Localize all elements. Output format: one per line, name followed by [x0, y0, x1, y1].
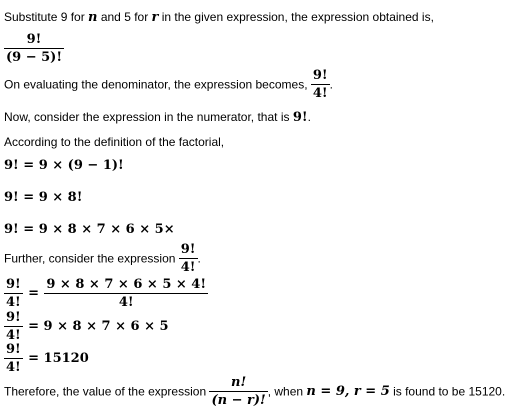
- text-segment: .: [197, 251, 201, 266]
- fraction: [4, 277, 23, 310]
- factorial-definition-sentence: [4, 135, 224, 149]
- text-segment: in the given expression, the expression obtained is,: [158, 10, 434, 24]
- text-segment: Further, consider the expression: [4, 251, 179, 266]
- numerator-sentence: [4, 110, 311, 125]
- fraction-numerator: 9!: [6, 310, 21, 325]
- fraction-substituted: [4, 32, 64, 65]
- text-segment: .: [329, 77, 333, 92]
- fraction-denominator: (9 − 5)!: [6, 50, 63, 65]
- denominator-sentence: [4, 68, 333, 101]
- math-expression: 9!: [292, 110, 308, 125]
- math-expression: n = 9, r = 5: [306, 384, 390, 399]
- fraction: [44, 277, 208, 310]
- fraction-denominator: 4!: [118, 295, 134, 310]
- fraction-denominator: 4!: [6, 328, 21, 343]
- text-segment: According to the definition of the factorial,: [4, 135, 225, 149]
- equation-step-2: 9! = 9 × 8!: [4, 190, 83, 205]
- fraction: [179, 242, 198, 275]
- fraction-numerator: 9!: [26, 32, 42, 47]
- equals-sign: =: [28, 286, 40, 301]
- fraction-numerator: n!: [231, 375, 247, 390]
- fraction-numerator: 9!: [180, 242, 196, 257]
- text-segment: On evaluating the denominator, the expression becomes,: [4, 77, 311, 92]
- conclusion-sentence: [4, 375, 505, 408]
- fraction: [4, 310, 23, 343]
- fraction: [311, 68, 330, 101]
- fraction-denominator: 4!: [6, 295, 21, 310]
- fraction: [209, 375, 267, 408]
- fraction-denominator: 4!: [180, 260, 196, 275]
- text-segment: Substitute 9 for: [4, 10, 89, 24]
- fraction-numerator: 9 × 8 × 7 × 6 × 5 × 4!: [46, 277, 207, 292]
- math-variable-n: n: [88, 10, 98, 25]
- equation-rhs: = 9 × 8 × 7 × 6 × 5: [28, 319, 169, 334]
- fraction-numerator: 9!: [6, 342, 21, 357]
- equation-fraction-simplified: [4, 310, 169, 343]
- text-segment: is found to be 15120.: [389, 384, 505, 399]
- text-segment: , when: [267, 384, 307, 399]
- text-segment: and 5 for: [97, 10, 152, 24]
- text-segment: Now, consider the expression in the numerator, that is: [4, 110, 293, 124]
- equation-rhs: = 15120: [28, 351, 89, 366]
- further-sentence: [4, 242, 201, 275]
- fraction-numerator: 9!: [312, 68, 328, 83]
- substitute-sentence: [4, 10, 434, 25]
- fraction-denominator: (n − r)!: [211, 393, 266, 408]
- fraction: [4, 32, 64, 65]
- fraction-denominator: 4!: [6, 360, 21, 375]
- equation-fraction-expansion: [4, 277, 208, 310]
- fraction-numerator: 9!: [6, 277, 21, 292]
- text-segment: Therefore, the value of the expression: [4, 384, 210, 399]
- fraction-denominator: 4!: [312, 86, 328, 101]
- equation-fraction-result: [4, 342, 89, 375]
- fraction: [4, 342, 23, 375]
- equation-step-1: 9! = 9 × (9 − 1)!: [4, 158, 124, 173]
- text-segment: .: [307, 110, 311, 124]
- equation-step-3: 9! = 9 × 8 × 7 × 6 × 5×: [4, 222, 175, 237]
- math-variable-r: r: [151, 10, 159, 25]
